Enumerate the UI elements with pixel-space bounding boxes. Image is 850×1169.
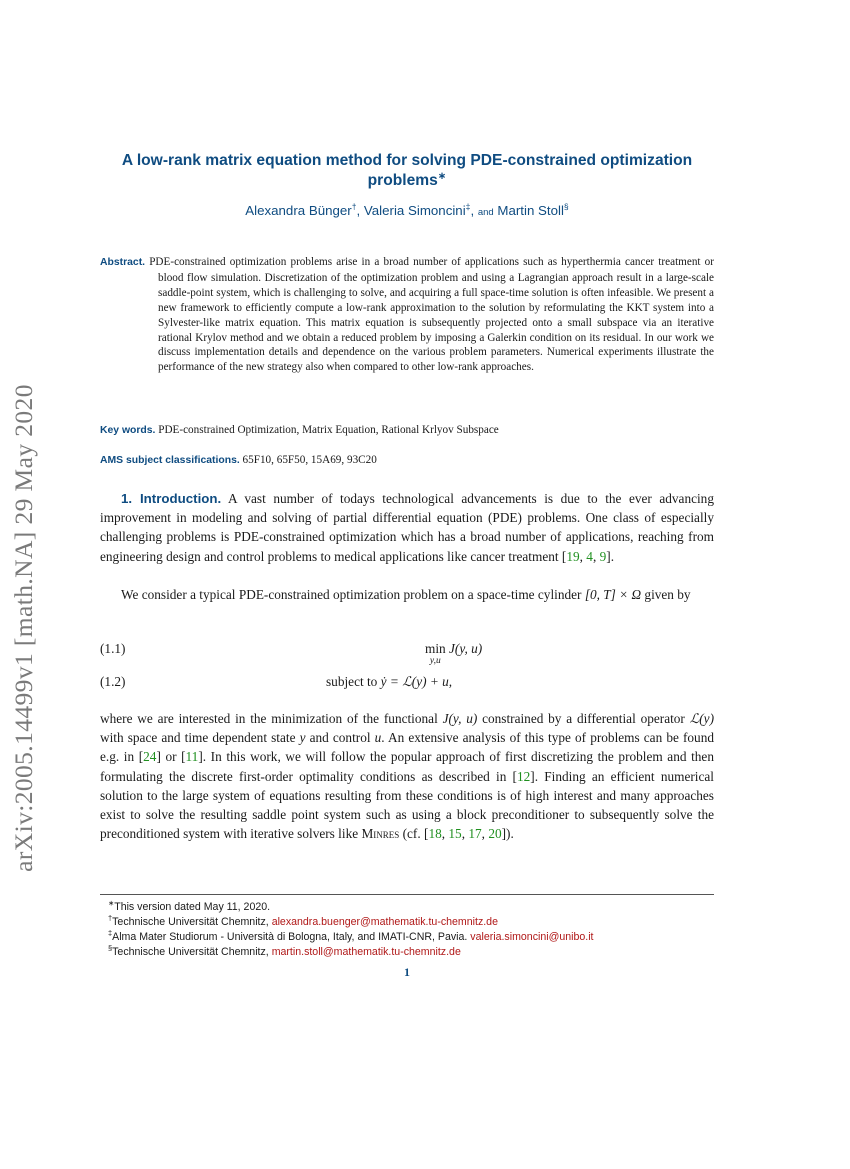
- author-name: Alexandra Bünger: [245, 203, 352, 218]
- author-footnote-mark[interactable]: §: [563, 201, 569, 212]
- introduction-paragraph-3: where we are interested in the minimization of the functional J(y, u) constrained by a differential operator ℒ(y) with space and time dependent state y and control u. An extensive analysis of this type of problems can be found e.g. in [24] or [11]. In this work, we will follow the popular approach of first discretizing the problem and then formulating the discrete first-order optimality conditions as described in [12]. Finding an efficient numerical solution to the large system of equations resulting from these conditions is of high interest and many approaches exist to solve the resulting saddle point system such as using a block preconditioner to subsequently solve the preconditioned system with iterative solvers like Minres (cf. [18, 15, 17, 20]).: [100, 711, 714, 842]
- paragraph-text: (cf. [: [399, 826, 429, 842]
- paragraph-text: . An extensive analysis of this type of problems can be found e.g. in [: [100, 730, 714, 765]
- section-heading-introduction: 1. Introduction.: [121, 491, 222, 506]
- paragraph-text: ]. Finding an efficient numerical solution to the large system of equations resulting from these conditions is of high interest and many approaches exist to solve the resulting saddle point system such as using a block preconditioner to subsequently solve the preconditioned system with iterative solvers like: [100, 768, 714, 842]
- abstract-text: PDE-constrained optimization problems arise in a broad number of applications such as hyperthermia cancer treatment or blood flow simulation. Discretization of the optimization problem and using a Lagrangian approach result in a large-scale saddle-point system, which is challenging to solve, and acquiring a full space-time solution is often infeasible. We present a new framework to efficiently compute a low-rank approximation to the solution by reformulating the KKT system into a Sylvester-like matrix equation. This matrix equation is subsequently projected onto a small subspace via an iterative rational Krylov method and we obtain a reduced problem by imposing a Galerkin condition on its residual. In our work we discuss implementation details and dependence on the various problem parameters. Numerical experiments illustrate the performance of the new strategy also when compared to other low-rank approaches.: [149, 256, 715, 374]
- paragraph-text: A vast number of todays technological advancements is due to the ever advancing improvement in modeling and solving of partial differential equation (PDE) problems. One class of especially challenging problems is PDE-constrained optimization which has a broad number of applications, reaching from engineering design and control problems to medical applications like cancer treatment [: [100, 491, 714, 564]
- author-footnote-mark[interactable]: †: [351, 201, 357, 212]
- footnote-affiliation-stoll: [108, 945, 461, 959]
- footnote-version: [108, 900, 270, 914]
- arxiv-identifier-stamp: [6, 384, 42, 872]
- footnote-text: Technische Universität Chemnitz,: [112, 946, 272, 958]
- inline-math: y: [299, 730, 306, 746]
- author-name: Valeria Simoncini: [363, 203, 466, 218]
- email-link[interactable]: alexandra.buenger@mathematik.tu-chemnitz.de: [271, 916, 498, 928]
- footnote-affiliation-bunger: [108, 915, 498, 929]
- author-list: Alexandra Bünger†, Valeria Simoncini‡, and Martin Stoll§: [245, 201, 569, 218]
- introduction-paragraph-1: 1. Introduction. A vast number of todays technological advancements is due to the ever advancing improvement in modeling and solving of partial differential equation (PDE) problems. One class of especially challenging problems is PDE-constrained optimization which has a broad number of applications, reaching from engineering design and control problems to medical applications like cancer treatment [19, 4, 9].: [100, 491, 714, 564]
- keywords-label: Key words.: [100, 425, 156, 436]
- equation-number: (1.1): [100, 641, 126, 656]
- solver-name: Minres: [361, 826, 400, 842]
- paragraph-text: and control: [305, 730, 375, 746]
- footnote-text: This version dated May 11, 2020.: [114, 901, 271, 913]
- footnote-mark: §: [108, 943, 113, 953]
- paragraph-text: where we are interested in the minimization of the functional: [100, 711, 443, 726]
- paragraph-text: ]. In this work, we will follow the popular approach of first discretizing the problem and then formulating the discrete first-order optimality conditions as described in [: [100, 749, 714, 784]
- author-name: Martin Stoll: [497, 203, 564, 218]
- footnote-mark: ∗: [108, 898, 115, 908]
- paragraph-text: constrained by a differential operator: [477, 711, 690, 726]
- abstract: [100, 255, 714, 375]
- paper-title: [100, 151, 714, 191]
- title-footnote-mark[interactable]: ∗: [437, 170, 447, 182]
- constraint-expression: ẏ = ℒ(y) + u,: [380, 674, 453, 689]
- citation-link[interactable]: 15: [448, 826, 462, 842]
- footnote-mark: †: [108, 913, 113, 923]
- citation-link[interactable]: 4: [586, 548, 593, 564]
- email-link[interactable]: martin.stoll@mathematik.tu-chemnitz.de: [271, 946, 461, 958]
- introduction-paragraph-2: [100, 585, 714, 604]
- equation-body: [425, 641, 482, 665]
- inline-math: ℒ(y): [689, 711, 714, 726]
- abstract-label: Abstract.: [100, 257, 146, 268]
- min-subscript: y,u: [429, 656, 441, 666]
- ams-text: 65F10, 65F50, 15A69, 93C20: [242, 454, 377, 466]
- min-operator: [425, 641, 446, 665]
- citation-link[interactable]: 18: [428, 826, 442, 842]
- authors-conjunction: and: [477, 207, 494, 218]
- footnote-text: Alma Mater Studiorum - Università di Bologna, Italy, and IMATI-CNR, Pavia.: [112, 931, 471, 943]
- citation-link[interactable]: 11: [185, 749, 199, 765]
- page-number: 1: [404, 965, 410, 979]
- equation-body: [326, 674, 452, 690]
- citation-link[interactable]: 17: [468, 826, 482, 842]
- paragraph-text: ] or [: [156, 749, 186, 765]
- email-link[interactable]: valeria.simoncini@unibo.it: [470, 931, 594, 943]
- footnote-divider: [100, 894, 714, 895]
- objective-functional: J(y, u): [449, 641, 483, 656]
- footnote-mark: ‡: [108, 928, 113, 938]
- inline-math: J(y, u): [442, 711, 478, 726]
- ams-label: AMS subject classifications.: [100, 455, 240, 466]
- citation-link[interactable]: 9: [599, 548, 607, 564]
- inline-math: [0, T] × Ω: [584, 587, 642, 602]
- equation-lead-text: subject to: [326, 674, 378, 689]
- arxiv-identifier-text: arXiv:2005.14499v1 [math.NA] 29 May 2020: [9, 384, 38, 872]
- paper-title-text: A low-rank matrix equation method for solving PDE-constrained optimization problems: [121, 152, 693, 189]
- citation-link[interactable]: 12: [516, 768, 531, 784]
- keywords: [100, 424, 499, 436]
- footnote-affiliation-simoncini: [108, 930, 594, 944]
- min-operator-text: min: [425, 641, 446, 656]
- citation-link[interactable]: 19: [566, 548, 580, 564]
- footnote-text: Technische Universität Chemnitz,: [112, 916, 272, 928]
- abstract-body: [100, 255, 714, 375]
- paragraph-text: ].: [606, 548, 615, 564]
- keywords-text: PDE-constrained Optimization, Matrix Equation, Rational Krlyov Subspace: [158, 424, 499, 436]
- inline-math: u: [374, 730, 382, 746]
- ams-classifications: [100, 454, 377, 466]
- citation-link[interactable]: 24: [143, 749, 157, 765]
- author-footnote-mark[interactable]: ‡: [465, 201, 471, 212]
- paragraph-text: ]).: [501, 826, 514, 842]
- equation-number: (1.2): [100, 674, 126, 689]
- citation-link[interactable]: 20: [488, 826, 502, 842]
- paragraph-text: We consider a typical PDE-constrained optimization problem on a space-time cylinder: [121, 587, 585, 602]
- paragraph-text: with space and time dependent state: [100, 730, 300, 746]
- paragraph-text: given by: [641, 587, 691, 602]
